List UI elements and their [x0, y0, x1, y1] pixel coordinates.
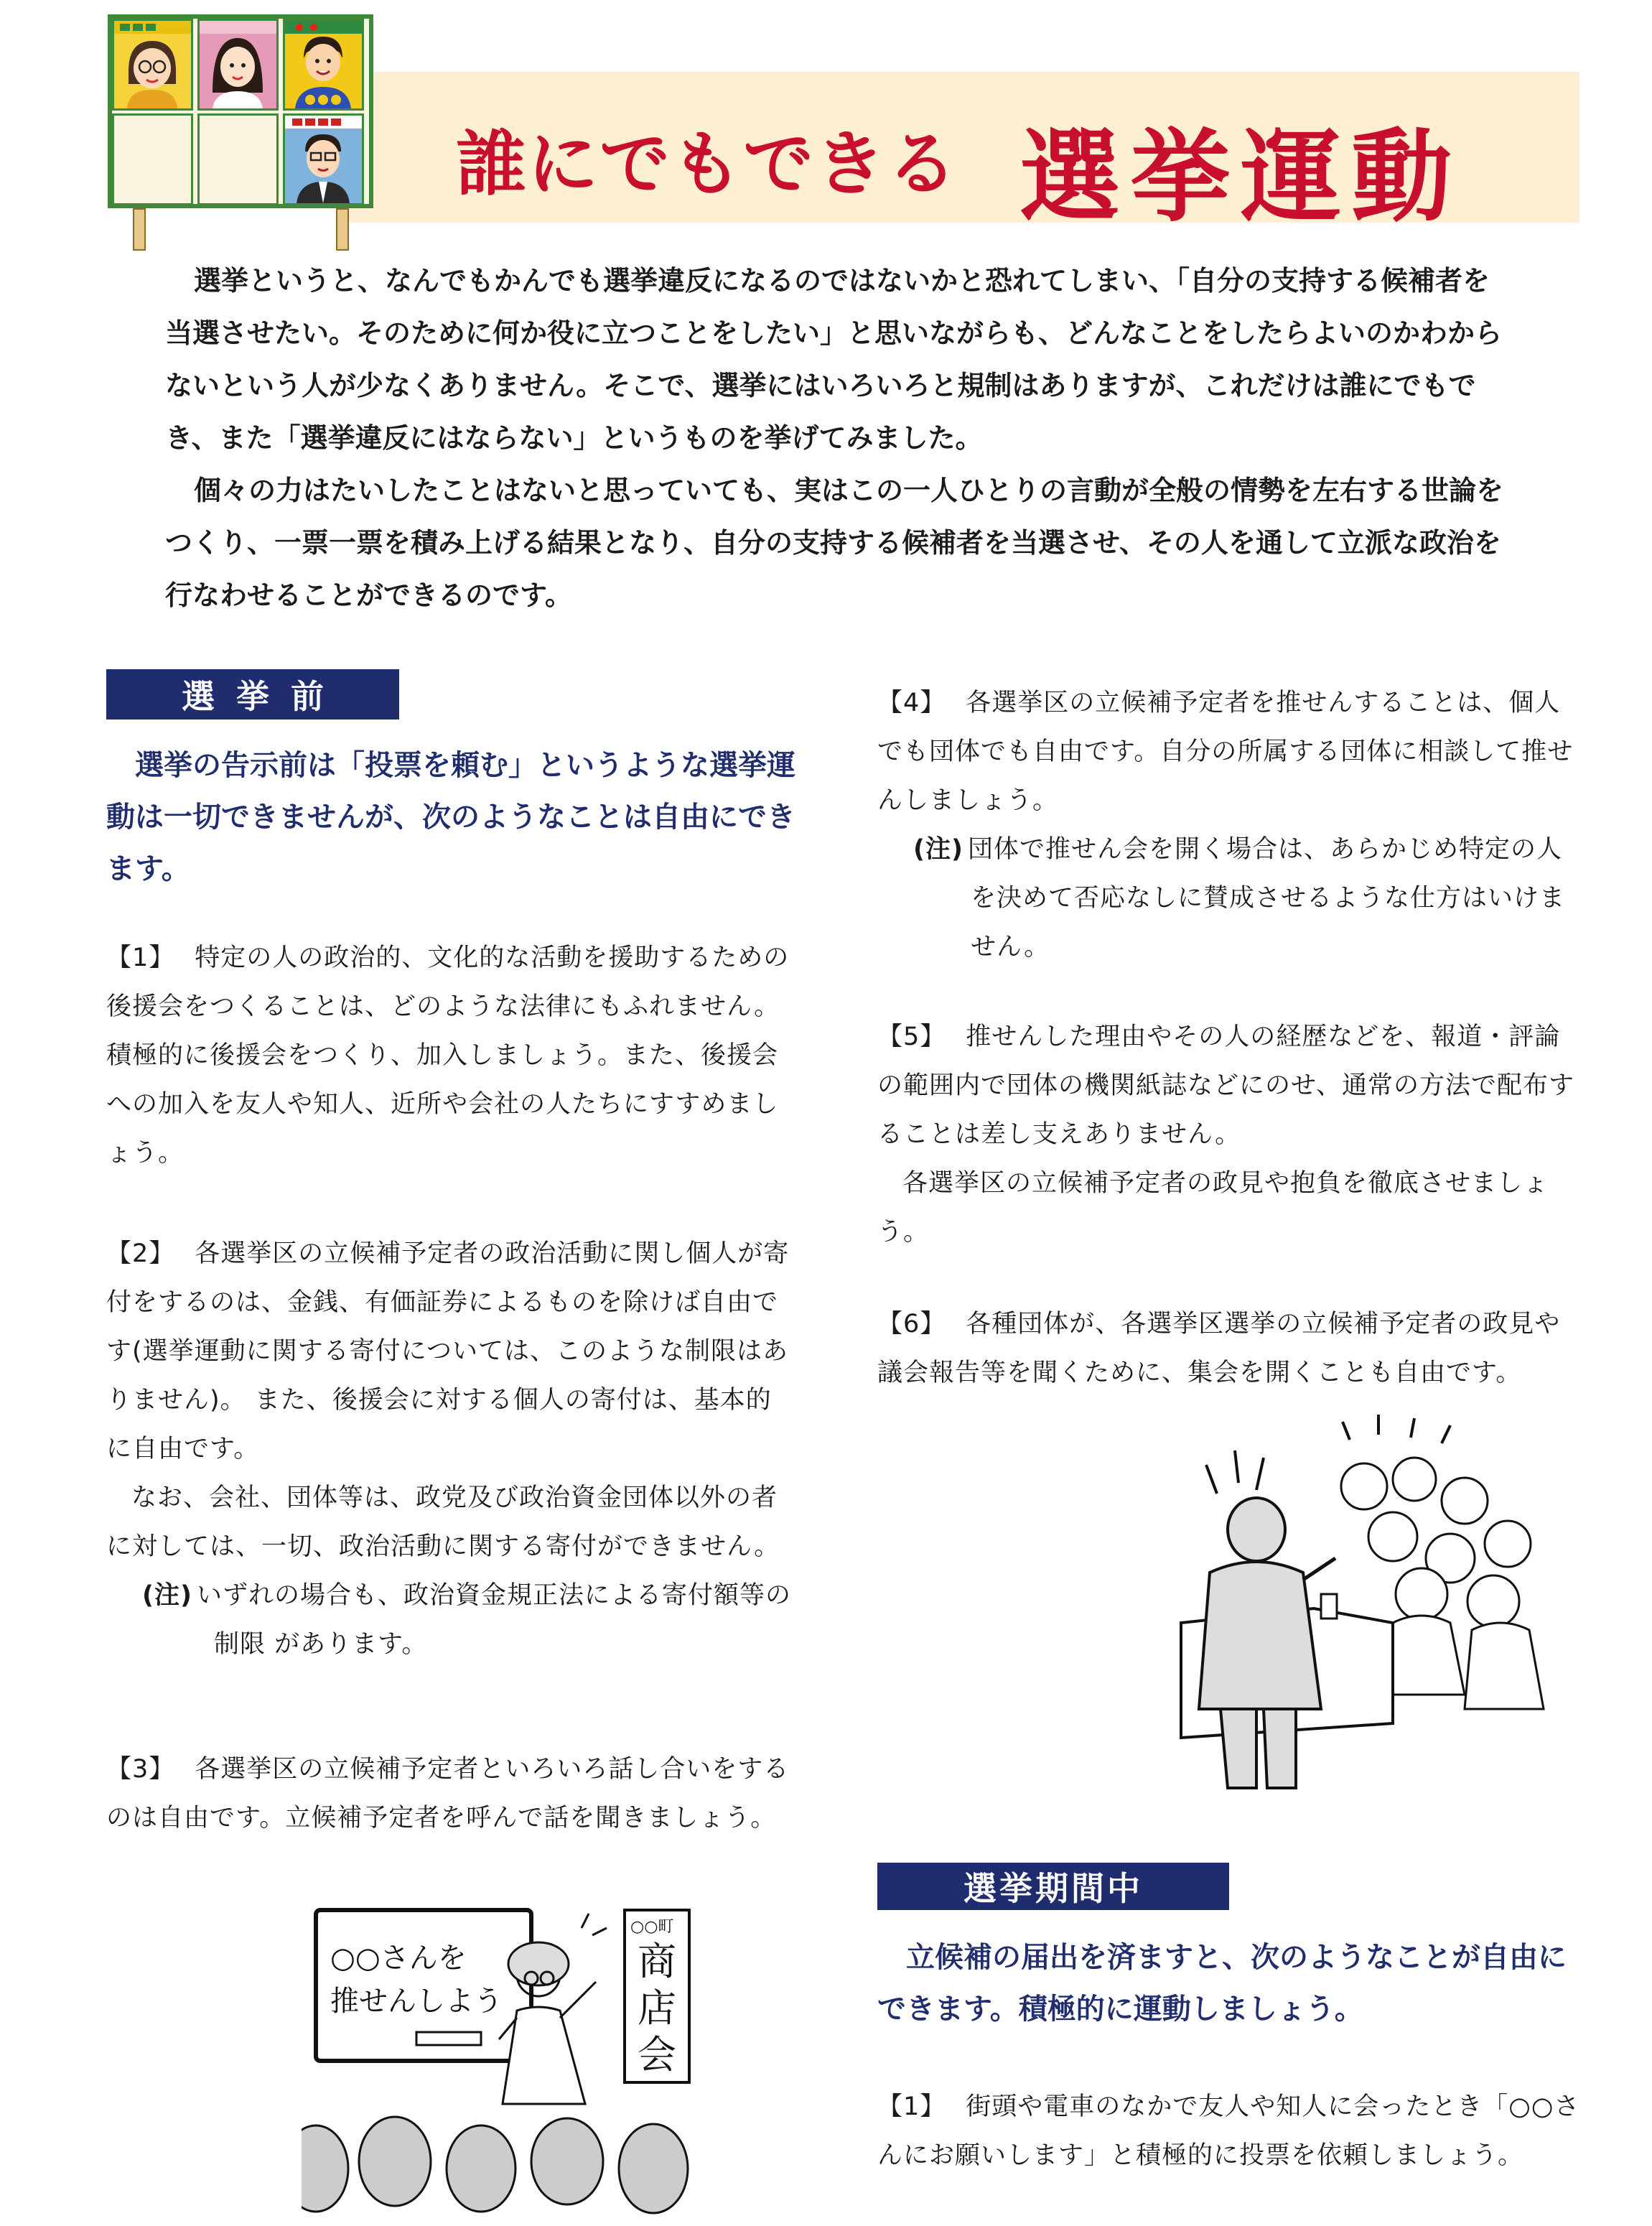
intro-text: [165, 255, 1508, 622]
pre-item-4: [877, 679, 1581, 972]
item-text: 特定の人の政治的、文化的な活動を援助するための後援会をつくることは、どのような法律にもふれません。積極的に後援会をつくり、加入しましょう。また、後援会への加入を友人や知人、近所や会社の人たちにすすめましょう。: [106, 944, 790, 1168]
intro-paragraph-2: 個々の力はたいしたことはないと思っていても、実はこの一人ひとりの言動が全般の情勢を左右する世論をつくり、一票一票を積み上げる結果となり、自分の支持する候補者を当選させ、その人を通して立派な政治を行なわせることができるのです。: [165, 475, 1504, 611]
pre-item-2: [106, 1229, 795, 1669]
section-label-during-election: 選挙期間中: [877, 1863, 1229, 1910]
poster-slot-empty-2: [197, 113, 279, 205]
note-label: (注): [142, 1581, 192, 1610]
pre-item-6: [877, 1300, 1581, 1397]
sign-char-1: 商: [638, 1939, 676, 1984]
pre-item-1: [106, 933, 795, 1178]
board-leg-left: [133, 208, 146, 251]
item-extra-text: なお、会社、団体等は、政党及び政治資金団体以外の者に対しては、一切、政治活動に関する寄付ができません。: [106, 1484, 780, 1561]
item-number: 【1】: [106, 944, 175, 972]
speaker-rally-illustration: [1177, 1407, 1565, 1795]
intro-paragraph-1: 選挙というと、なんでもかんでも選挙違反になるのではないかと恐れてしまい、「自分の支持する候補者を当選させたい。そのために何か役に立つことをしたい」と思いながらも、どんなことをしたらよいのかわからないという人が少なくありません。そこで、選挙にはいろいろと規制はありますが、これだけは誰にでもでき、また「選挙違反にはならない」というものを挙げてみました。: [165, 265, 1503, 454]
poster-candidate-1: [112, 19, 193, 111]
item-text: 各選挙区の立候補予定者の政治活動に関し個人が寄付をするのは、金銭、有価証券によるものを除けば自由です(選挙運動に関する寄付については、このような制限はありません)。 また、後援会に対する個人の寄付は、基本的に自由です。: [106, 1239, 790, 1463]
during-election-lead-text: 立候補の届出を済ますと、次のようなことが自由にできます。積極的に運動しましょう。: [877, 1941, 1567, 2026]
item-number: 【5】: [877, 1023, 946, 1051]
candidate-man-glasses-icon: [285, 116, 362, 203]
meeting-blackboard-illustration: [302, 1896, 725, 2219]
pre-election-lead-text: 選挙の告示前は「投票を頼む」というような選挙運動は一切できませんが、次のようなことは自由にできます。: [106, 749, 795, 885]
item-text: 街頭や電車のなかで友人や知人に会ったとき「○○さんにお願いします」と積極的に投票を依頼しましょう。: [877, 2092, 1580, 2170]
item-number: 【4】: [877, 689, 946, 717]
item-number: 【6】: [877, 1310, 946, 1338]
pre-item-3: [106, 1745, 795, 1843]
note-text: いずれの場合も、政治資金規正法による寄付額等の制限 があります。: [197, 1581, 792, 1659]
item-number: 【1】: [877, 2092, 946, 2121]
during-item-1: [877, 2082, 1581, 2180]
candidate-woman-icon: [200, 21, 276, 108]
board-text-line-2: 推せんしよう: [330, 1985, 503, 2018]
item-text: 各種団体が、各選挙区選挙の立候補予定者の政見や議会報告等を聞くために、集会を開くことも自由です。: [877, 1310, 1561, 1387]
item-number: 【3】: [106, 1755, 175, 1784]
page-title: 選挙運動: [1019, 119, 1462, 236]
item-number: 【2】: [106, 1239, 175, 1268]
sign-char-2: 店: [638, 1985, 676, 2031]
sign-char-3: 会: [638, 2032, 676, 2077]
poster-candidate-2: [197, 19, 279, 111]
title-prefix: 誰にでもできる: [456, 124, 959, 205]
section-label-pre-election: 選挙前: [106, 669, 399, 720]
sign-top-text: ○○町: [630, 1918, 674, 1936]
during-election-lead: [877, 1932, 1581, 2035]
note-label: (注): [913, 835, 963, 864]
board-leg-right: [336, 208, 349, 251]
pre-item-5: [877, 1012, 1581, 1257]
pre-election-lead: [106, 740, 795, 895]
item-text: 各選挙区の立候補予定者といろいろ話し合いをするのは自由です。立候補予定者を呼んで話を聞きましょう。: [106, 1755, 790, 1833]
item-text: 推せんした理由やその人の経歴などを、報道・評論の範囲内で団体の機関紙誌などにのせ、通常の方法で配布することは差し支えありません。: [877, 1023, 1574, 1149]
candidate-woman-glasses-icon: [114, 21, 191, 108]
note-text: 団体で推せん会を開く場合は、あらかじめ特定の人を決めて否応なしに賛成させるような仕方はいけません。: [968, 835, 1566, 961]
poster-candidate-3: [283, 19, 364, 111]
poster-candidate-4: [283, 113, 364, 205]
item-text: 各選挙区の立候補予定者を推せんすることは、個人でも団体でも自由です。自分の所属する団体に相談して推せんしましょう。: [877, 689, 1574, 815]
poster-slot-empty-1: [112, 113, 193, 205]
candidate-poster-board: [108, 14, 373, 208]
candidate-man-icon: [285, 21, 362, 108]
item-extra-text: 各選挙区の立候補予定者の政見や抱負を徹底させましょう。: [877, 1169, 1549, 1247]
board-text-line-1: ○○さんを: [330, 1942, 467, 1975]
